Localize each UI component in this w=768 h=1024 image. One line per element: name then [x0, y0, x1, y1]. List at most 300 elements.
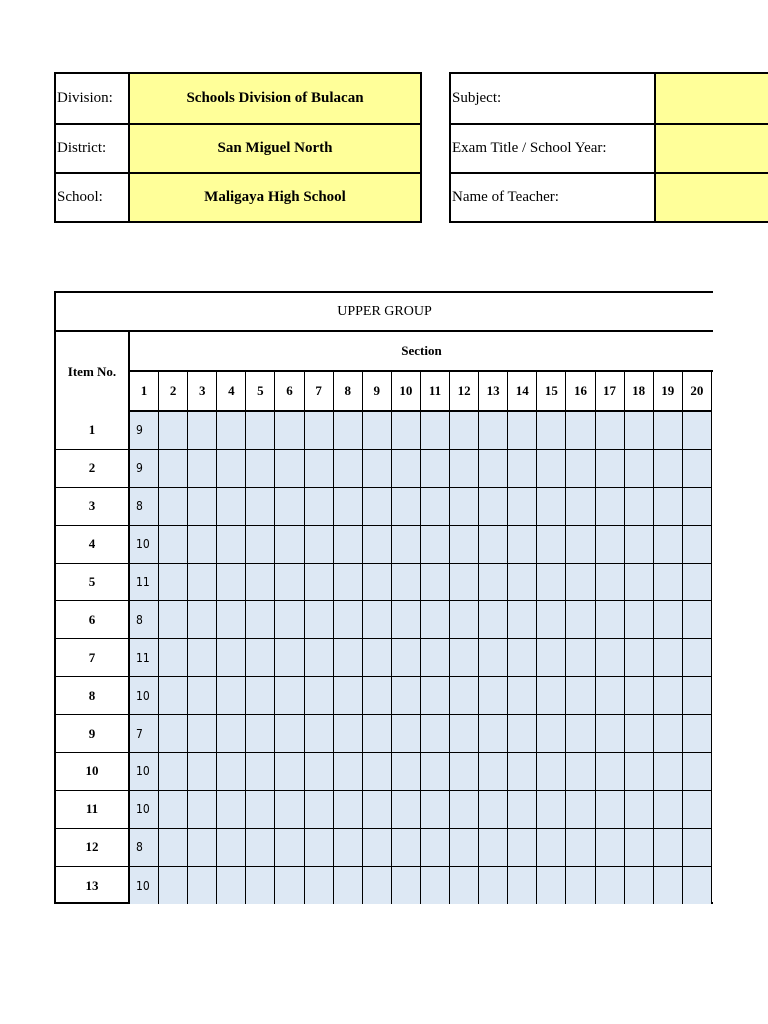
score-cell[interactable]	[450, 791, 479, 828]
score-cell[interactable]	[392, 829, 421, 866]
section-col-header: 18	[625, 372, 654, 410]
score-cell[interactable]	[450, 526, 479, 563]
score-cell[interactable]	[596, 715, 625, 752]
score-cell[interactable]	[334, 715, 363, 752]
score-cell[interactable]	[363, 564, 392, 601]
score-cell[interactable]	[275, 677, 304, 714]
score-cell[interactable]	[508, 564, 537, 601]
score-cell[interactable]	[479, 526, 508, 563]
section-col-header: 12	[450, 372, 479, 410]
score-cell[interactable]	[450, 639, 479, 676]
score-cell[interactable]	[508, 791, 537, 828]
score-cell[interactable]	[596, 791, 625, 828]
score-cell[interactable]	[654, 829, 683, 866]
section-col-header: 7	[305, 372, 334, 410]
score-cell[interactable]: 10	[130, 753, 159, 790]
score-cell[interactable]: 10	[130, 791, 159, 828]
score-cell[interactable]	[566, 829, 595, 866]
score-cell[interactable]	[566, 450, 595, 487]
score-cell[interactable]	[363, 867, 392, 904]
score-cell[interactable]	[421, 412, 450, 449]
score-cell[interactable]	[654, 867, 683, 904]
score-cell[interactable]	[450, 450, 479, 487]
score-cell[interactable]: 10	[130, 677, 159, 714]
score-cell[interactable]	[421, 488, 450, 525]
score-cell[interactable]	[217, 791, 246, 828]
score-cell[interactable]	[537, 488, 566, 525]
score-cell[interactable]	[421, 601, 450, 638]
score-cell[interactable]	[246, 829, 275, 866]
section-number-headers	[130, 372, 712, 412]
score-cell[interactable]	[275, 791, 304, 828]
score-cell[interactable]	[334, 639, 363, 676]
score-cell[interactable]	[392, 601, 421, 638]
score-cell[interactable]	[596, 526, 625, 563]
score-cell[interactable]	[450, 601, 479, 638]
score-cell[interactable]	[421, 677, 450, 714]
score-cell[interactable]	[596, 867, 625, 904]
score-cell[interactable]	[188, 488, 217, 525]
score-cell[interactable]	[246, 867, 275, 904]
score-cell[interactable]	[392, 677, 421, 714]
score-cell[interactable]	[537, 677, 566, 714]
district-value[interactable]: San Miguel North	[130, 125, 420, 172]
score-cell[interactable]	[159, 753, 188, 790]
score-cell[interactable]	[188, 829, 217, 866]
score-cell[interactable]: 8	[130, 829, 159, 866]
item-number: 5	[56, 564, 130, 601]
score-cell[interactable]	[392, 791, 421, 828]
score-cell[interactable]	[654, 488, 683, 525]
score-cell[interactable]	[217, 867, 246, 904]
score-cell[interactable]	[683, 526, 712, 563]
score-cell[interactable]	[625, 412, 654, 449]
score-cell[interactable]	[363, 450, 392, 487]
score-cell[interactable]	[159, 564, 188, 601]
score-cell[interactable]	[683, 867, 712, 904]
score-cell[interactable]	[479, 715, 508, 752]
table-row	[56, 867, 712, 904]
score-cell[interactable]	[334, 526, 363, 563]
score-cell[interactable]	[450, 677, 479, 714]
score-cell[interactable]	[450, 564, 479, 601]
score-cell[interactable]	[392, 753, 421, 790]
score-cell[interactable]	[450, 753, 479, 790]
score-cell[interactable]	[450, 715, 479, 752]
score-cell[interactable]	[537, 753, 566, 790]
subject-value[interactable]	[656, 74, 768, 123]
score-cell[interactable]	[363, 412, 392, 449]
table-row	[56, 488, 712, 526]
score-cell[interactable]	[363, 677, 392, 714]
score-cell[interactable]	[421, 829, 450, 866]
score-cell[interactable]	[654, 677, 683, 714]
score-cell[interactable]	[654, 601, 683, 638]
score-cell[interactable]	[479, 677, 508, 714]
score-cell[interactable]: 8	[130, 601, 159, 638]
score-cell[interactable]	[450, 412, 479, 449]
score-cell[interactable]	[305, 677, 334, 714]
score-cell[interactable]	[159, 450, 188, 487]
score-cell[interactable]	[537, 791, 566, 828]
score-cell[interactable]	[217, 639, 246, 676]
score-cell[interactable]	[508, 715, 537, 752]
score-cell[interactable]	[305, 829, 334, 866]
score-cell[interactable]	[508, 526, 537, 563]
score-cell[interactable]	[363, 639, 392, 676]
score-cell[interactable]	[625, 526, 654, 563]
upper-group-grid	[54, 291, 713, 904]
score-cell[interactable]	[363, 526, 392, 563]
score-cell[interactable]	[566, 488, 595, 525]
score-cell[interactable]	[217, 677, 246, 714]
score-cell[interactable]	[334, 753, 363, 790]
score-cell[interactable]	[596, 412, 625, 449]
score-cell[interactable]	[188, 677, 217, 714]
score-cell[interactable]	[421, 753, 450, 790]
score-cell[interactable]	[275, 564, 304, 601]
score-cell[interactable]	[275, 867, 304, 904]
score-cell[interactable]	[363, 488, 392, 525]
score-cell[interactable]	[334, 412, 363, 449]
score-cell[interactable]	[596, 488, 625, 525]
score-cell[interactable]	[683, 450, 712, 487]
score-cell[interactable]	[537, 829, 566, 866]
score-cell[interactable]	[683, 677, 712, 714]
item-number: 8	[56, 677, 130, 714]
score-cell[interactable]	[566, 867, 595, 904]
score-cell[interactable]	[683, 791, 712, 828]
section-col-header: 5	[246, 372, 275, 410]
score-cell[interactable]	[363, 753, 392, 790]
score-cell[interactable]	[392, 526, 421, 563]
score-cell[interactable]: 10	[130, 867, 159, 904]
score-cell[interactable]	[625, 639, 654, 676]
score-cell[interactable]	[654, 753, 683, 790]
score-cell[interactable]: 9	[130, 450, 159, 487]
score-cell[interactable]: 11	[130, 639, 159, 676]
score-cell[interactable]: 9	[130, 412, 159, 449]
score-cell[interactable]	[275, 412, 304, 449]
score-cell[interactable]	[596, 677, 625, 714]
score-cell[interactable]	[159, 412, 188, 449]
item-number: 7	[56, 639, 130, 676]
score-cell[interactable]	[246, 526, 275, 563]
score-cell[interactable]	[566, 677, 595, 714]
item-number: 12	[56, 829, 130, 866]
score-cell[interactable]	[450, 867, 479, 904]
score-cell[interactable]	[305, 639, 334, 676]
score-cell[interactable]	[159, 677, 188, 714]
score-cell[interactable]	[305, 412, 334, 449]
item-number: 6	[56, 601, 130, 638]
score-cell[interactable]	[275, 450, 304, 487]
score-cell[interactable]	[246, 564, 275, 601]
score-cell[interactable]	[392, 564, 421, 601]
score-cell[interactable]	[159, 791, 188, 828]
score-cell[interactable]	[450, 488, 479, 525]
score-cell[interactable]	[392, 488, 421, 525]
section-col-header: 15	[537, 372, 566, 410]
score-cell[interactable]	[625, 753, 654, 790]
score-cell[interactable]	[683, 639, 712, 676]
table-row	[56, 601, 712, 639]
score-cell[interactable]	[217, 526, 246, 563]
score-cell[interactable]	[654, 791, 683, 828]
score-cell[interactable]	[246, 639, 275, 676]
item-number: 3	[56, 488, 130, 525]
score-cell[interactable]	[596, 753, 625, 790]
score-cell[interactable]	[508, 829, 537, 866]
score-cell[interactable]	[479, 753, 508, 790]
exam-info-table	[449, 72, 768, 223]
score-cell[interactable]	[508, 488, 537, 525]
score-cell[interactable]	[305, 450, 334, 487]
score-cell[interactable]	[683, 829, 712, 866]
score-cell[interactable]	[421, 450, 450, 487]
score-cell[interactable]	[566, 564, 595, 601]
score-cell[interactable]	[363, 601, 392, 638]
score-cell[interactable]	[654, 715, 683, 752]
score-cell[interactable]	[246, 488, 275, 525]
score-cell[interactable]	[683, 412, 712, 449]
score-cell[interactable]	[421, 791, 450, 828]
score-cell[interactable]	[479, 791, 508, 828]
score-cell[interactable]	[508, 867, 537, 904]
subject-label: Subject:	[451, 74, 656, 123]
score-cell[interactable]	[537, 450, 566, 487]
score-cell[interactable]: 10	[130, 526, 159, 563]
exam-title-label: Exam Title / School Year:	[451, 125, 656, 172]
score-cell[interactable]	[188, 791, 217, 828]
score-cell[interactable]	[683, 753, 712, 790]
score-cell[interactable]	[159, 526, 188, 563]
item-number: 2	[56, 450, 130, 487]
score-cell[interactable]	[625, 867, 654, 904]
score-cell[interactable]	[566, 639, 595, 676]
district-row	[56, 123, 420, 172]
score-cell[interactable]	[508, 450, 537, 487]
score-cell[interactable]	[537, 601, 566, 638]
score-cell[interactable]	[625, 677, 654, 714]
score-cell[interactable]	[508, 677, 537, 714]
score-cell[interactable]	[596, 601, 625, 638]
score-cell[interactable]: 11	[130, 564, 159, 601]
score-cell[interactable]	[246, 450, 275, 487]
score-cell[interactable]	[246, 753, 275, 790]
score-cell[interactable]	[159, 488, 188, 525]
score-cell[interactable]	[392, 715, 421, 752]
score-cell[interactable]	[392, 639, 421, 676]
score-cell[interactable]	[479, 601, 508, 638]
score-cell[interactable]	[508, 601, 537, 638]
score-cell[interactable]	[508, 639, 537, 676]
score-cell[interactable]	[305, 715, 334, 752]
score-cell[interactable]	[217, 412, 246, 449]
score-cell[interactable]	[479, 488, 508, 525]
score-cell[interactable]	[217, 450, 246, 487]
score-cell[interactable]	[334, 791, 363, 828]
score-cell[interactable]	[537, 564, 566, 601]
item-no-header: Item No.	[56, 332, 130, 412]
score-cell[interactable]	[334, 564, 363, 601]
score-cell[interactable]	[363, 715, 392, 752]
table-row	[56, 450, 712, 488]
score-cell[interactable]	[217, 829, 246, 866]
score-cell[interactable]	[566, 412, 595, 449]
score-cell[interactable]	[305, 867, 334, 904]
score-cell[interactable]	[305, 601, 334, 638]
teacher-value[interactable]	[656, 174, 768, 221]
score-cell[interactable]	[159, 867, 188, 904]
score-cell[interactable]	[363, 829, 392, 866]
score-cell[interactable]	[479, 564, 508, 601]
score-cell[interactable]	[246, 677, 275, 714]
score-cell[interactable]	[159, 639, 188, 676]
score-cell[interactable]	[566, 791, 595, 828]
score-cell[interactable]	[217, 488, 246, 525]
score-cell[interactable]	[479, 867, 508, 904]
score-cell[interactable]	[188, 753, 217, 790]
score-cell[interactable]	[654, 564, 683, 601]
score-cell[interactable]	[188, 564, 217, 601]
score-cell[interactable]	[596, 564, 625, 601]
score-cell[interactable]	[421, 639, 450, 676]
score-cell[interactable]	[508, 412, 537, 449]
score-cell[interactable]	[683, 564, 712, 601]
score-cell[interactable]	[421, 715, 450, 752]
score-cell[interactable]	[537, 867, 566, 904]
score-cell[interactable]	[479, 450, 508, 487]
score-cell[interactable]	[217, 564, 246, 601]
score-cell[interactable]	[537, 526, 566, 563]
table-row	[56, 677, 712, 715]
score-cell[interactable]	[625, 829, 654, 866]
score-cell[interactable]	[566, 601, 595, 638]
teacher-row	[451, 172, 768, 221]
score-cell[interactable]	[334, 488, 363, 525]
score-cell[interactable]	[188, 450, 217, 487]
score-cell[interactable]	[246, 791, 275, 828]
score-cell[interactable]	[566, 526, 595, 563]
score-cell[interactable]	[275, 639, 304, 676]
score-cell[interactable]	[188, 526, 217, 563]
score-cell[interactable]	[625, 791, 654, 828]
item-number: 9	[56, 715, 130, 752]
score-cell[interactable]	[683, 715, 712, 752]
score-cell[interactable]	[275, 753, 304, 790]
score-cell[interactable]	[305, 488, 334, 525]
score-cell[interactable]	[334, 829, 363, 866]
score-cell[interactable]	[334, 450, 363, 487]
section-col-header: 9	[363, 372, 392, 410]
score-cell[interactable]	[305, 564, 334, 601]
score-cell[interactable]	[305, 791, 334, 828]
score-cell[interactable]	[188, 601, 217, 638]
score-cell[interactable]	[654, 412, 683, 449]
score-cell[interactable]	[654, 526, 683, 563]
score-cell[interactable]	[625, 564, 654, 601]
score-cell[interactable]	[275, 715, 304, 752]
score-cell[interactable]	[537, 639, 566, 676]
score-cell[interactable]	[334, 677, 363, 714]
score-cell[interactable]	[188, 412, 217, 449]
score-cell[interactable]	[188, 715, 217, 752]
score-cell[interactable]: 7	[130, 715, 159, 752]
score-cell[interactable]	[246, 412, 275, 449]
score-cell[interactable]	[479, 829, 508, 866]
score-cell[interactable]	[566, 753, 595, 790]
score-cell[interactable]	[596, 829, 625, 866]
table-row	[56, 412, 712, 450]
score-cell[interactable]	[275, 601, 304, 638]
district-label: District:	[56, 125, 130, 172]
score-cell[interactable]	[566, 715, 595, 752]
school-label: School:	[56, 174, 130, 221]
score-cell[interactable]	[625, 488, 654, 525]
score-cell[interactable]	[683, 488, 712, 525]
score-cell[interactable]	[421, 867, 450, 904]
score-cell[interactable]	[305, 753, 334, 790]
score-cell[interactable]	[188, 867, 217, 904]
score-cell[interactable]	[421, 526, 450, 563]
section-col-header: 6	[275, 372, 304, 410]
school-value[interactable]: Maligaya High School	[130, 174, 420, 221]
score-cell[interactable]	[217, 715, 246, 752]
item-number: 13	[56, 867, 130, 904]
score-cell[interactable]	[159, 601, 188, 638]
score-cell[interactable]	[334, 601, 363, 638]
score-cell[interactable]	[217, 601, 246, 638]
score-cell[interactable]	[275, 829, 304, 866]
division-value[interactable]: Schools Division of Bulacan	[130, 74, 420, 123]
score-cell[interactable]	[625, 601, 654, 638]
score-cell[interactable]	[159, 829, 188, 866]
score-cell[interactable]	[508, 753, 537, 790]
score-cell[interactable]	[159, 715, 188, 752]
score-cell[interactable]	[450, 829, 479, 866]
score-cell[interactable]	[392, 412, 421, 449]
score-cell[interactable]	[392, 867, 421, 904]
score-cell[interactable]	[421, 564, 450, 601]
score-cell[interactable]	[537, 412, 566, 449]
score-cell[interactable]	[188, 639, 217, 676]
score-cell[interactable]	[625, 715, 654, 752]
score-cell[interactable]	[654, 450, 683, 487]
score-cell[interactable]	[683, 601, 712, 638]
score-cell[interactable]: 8	[130, 488, 159, 525]
score-cell[interactable]	[596, 639, 625, 676]
score-cell[interactable]	[392, 450, 421, 487]
score-cell[interactable]	[479, 639, 508, 676]
section-col-header: 13	[479, 372, 508, 410]
score-cell[interactable]	[334, 867, 363, 904]
score-cell[interactable]	[275, 488, 304, 525]
score-cell[interactable]	[479, 412, 508, 449]
score-cell[interactable]	[246, 715, 275, 752]
score-cell[interactable]	[275, 526, 304, 563]
exam-title-value[interactable]	[656, 125, 768, 172]
score-cell[interactable]	[537, 715, 566, 752]
table-row	[56, 829, 712, 867]
score-cell[interactable]	[217, 753, 246, 790]
score-cell[interactable]	[246, 601, 275, 638]
score-cell[interactable]	[625, 450, 654, 487]
score-cell[interactable]	[305, 526, 334, 563]
score-cell[interactable]	[596, 450, 625, 487]
score-cell[interactable]	[363, 791, 392, 828]
score-cell[interactable]	[654, 639, 683, 676]
